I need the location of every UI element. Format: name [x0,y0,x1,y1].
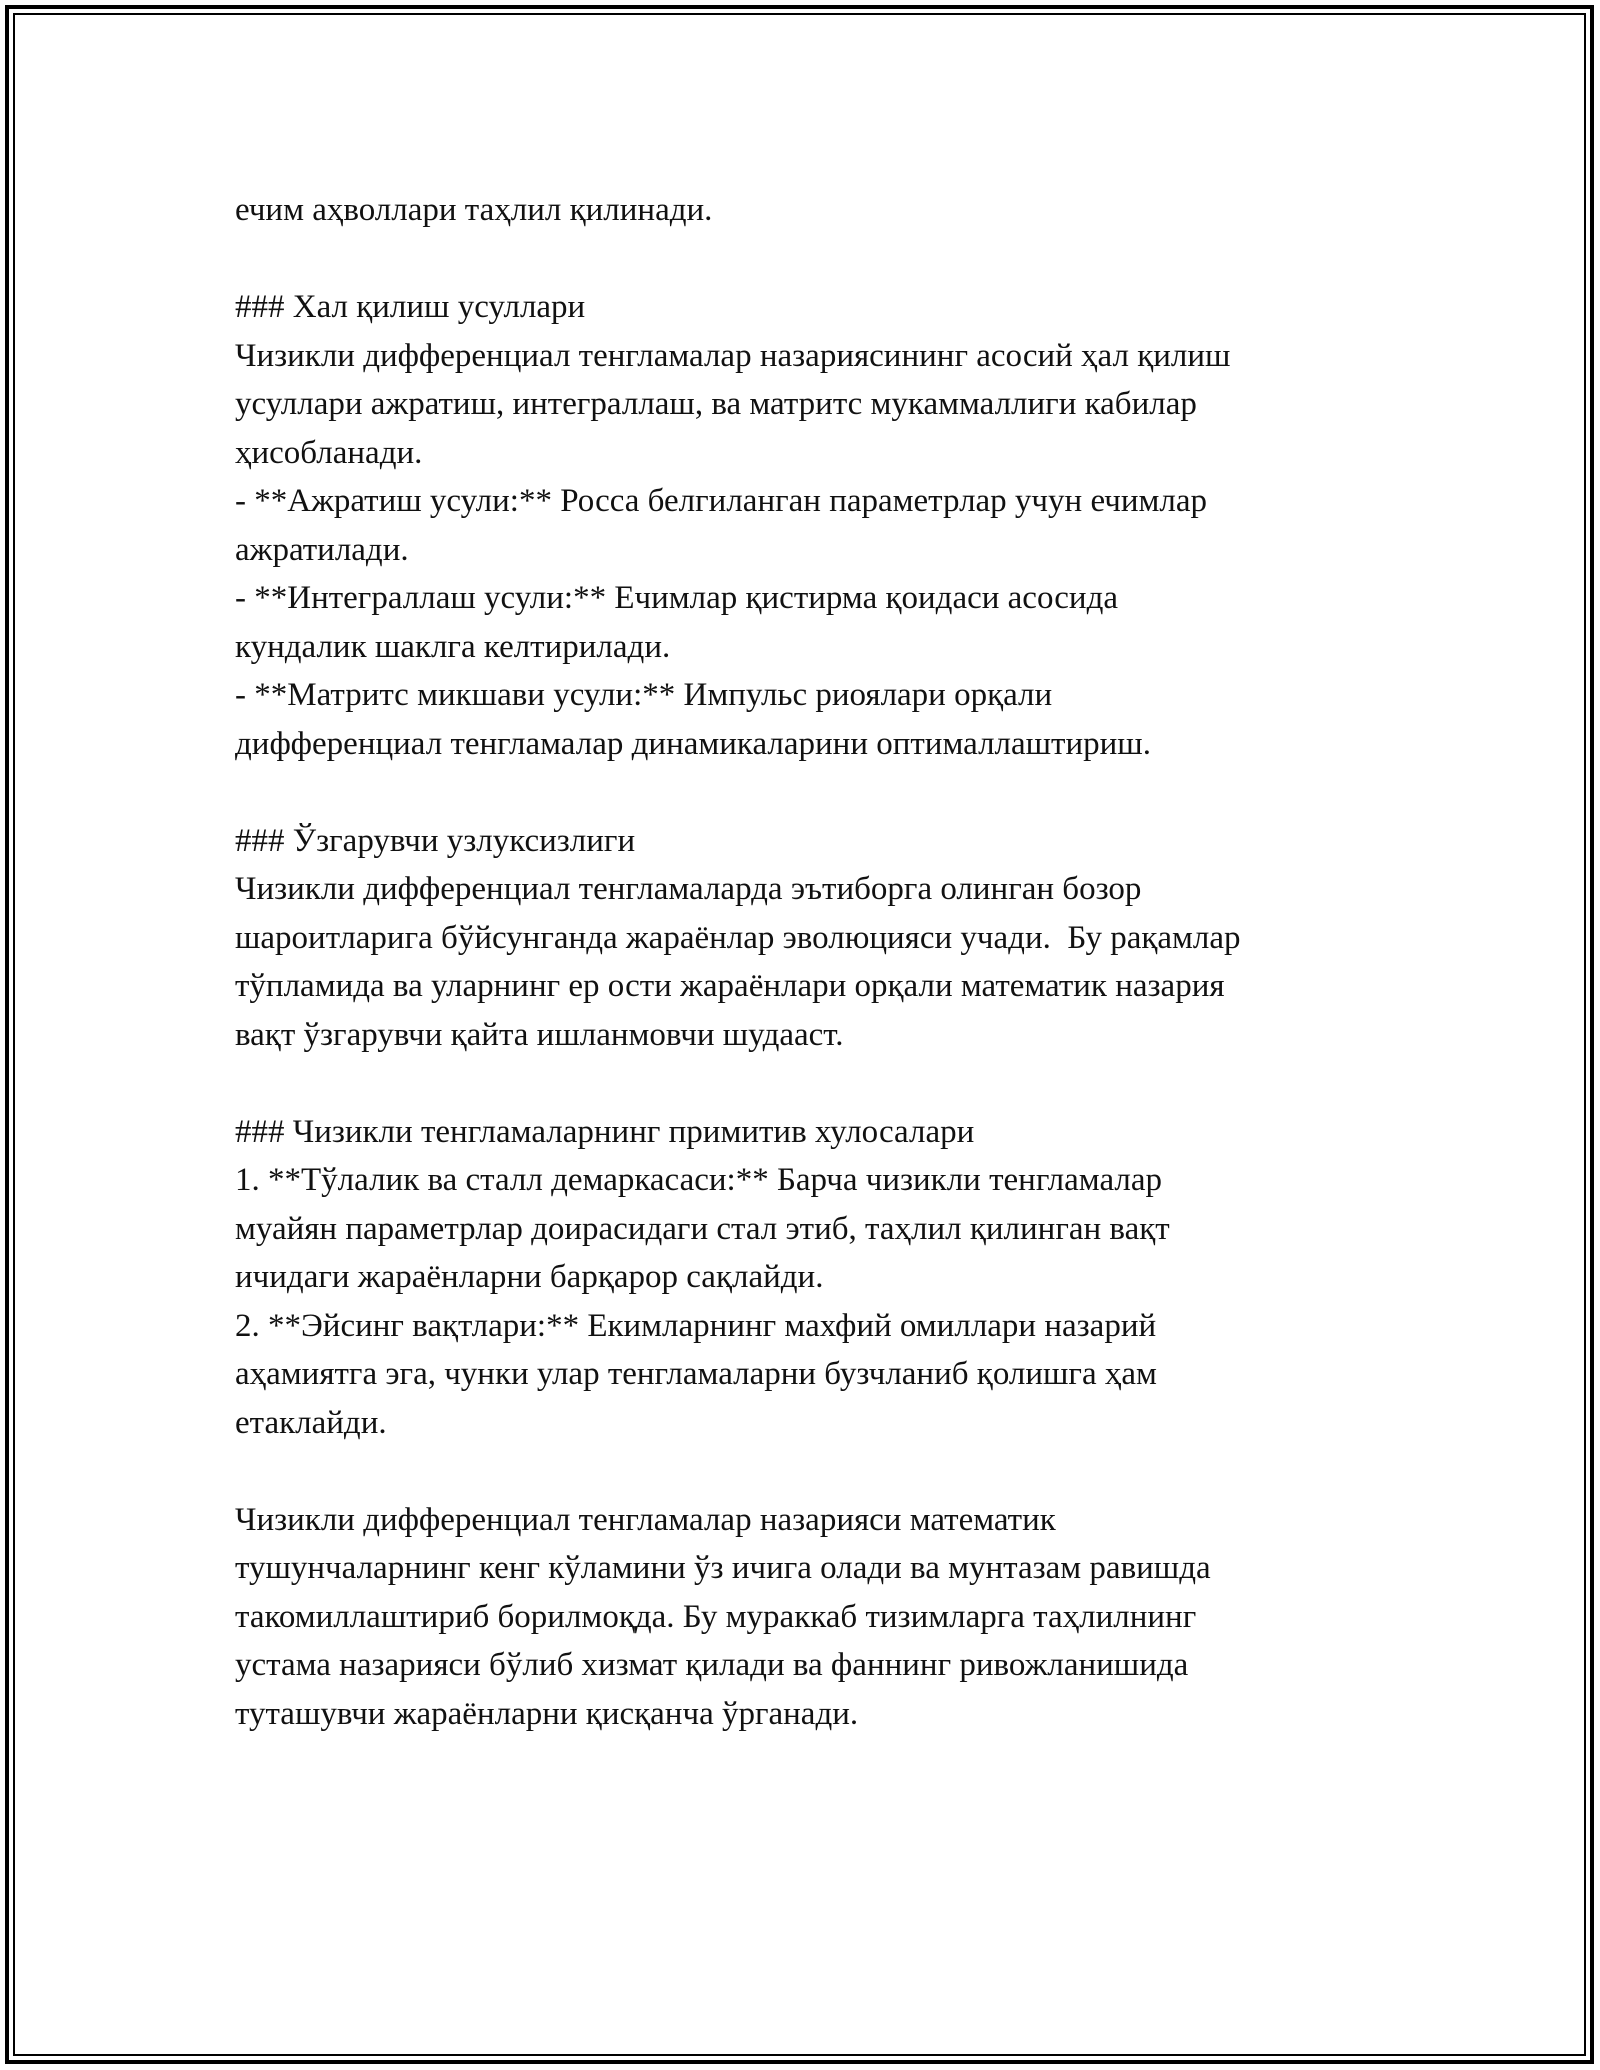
section-heading-primitive-conclusions: ### Чизикли тенгламаларнинг примитив хулосалари [235,1113,975,1150]
text-line: шароитларига бўйсунганда жараёнлар эволюцияси учади. Бу рақамлар [235,919,1241,956]
list-item-line: дифференциал тенгламалар динамикаларини оптималлаштириш. [235,725,1151,762]
section-heading-variable-continuity: ### Ўзгарувчи узлуксизлиги [235,822,636,859]
text-line: тўпламида ва уларнинг ер ости жараёнлари орқали математик назария [235,968,1225,1004]
list-item-line: ажратилади. [235,531,409,568]
text-line: усуллари ажратиш, интеграллаш, ва матритс мукаммаллиги кабилар [235,386,1197,422]
list-item-line: - **Матритс микшави усули:** Импульс риоялари орқали [235,677,1053,713]
blank-line [235,1059,1395,1108]
text-line: Чизикли дифференциал тенгламалар назариясининг асосий ҳал қилиш [235,337,1231,374]
list-item-line: кундалик шаклга келтирилади. [235,628,671,665]
list-item-line: муайян параметрлар доирасидаги стал этиб, таҳлил қилинган вақт [235,1210,1170,1247]
list-item-line: 1. **Тўлалик ва сталл демаркасаси:** Барча чизикли тенгламалар [235,1162,1162,1198]
text-line: ҳисобланади. [235,434,423,471]
document-body [235,186,1395,1738]
list-item-line: 2. **Эйсинг вақтлари:** Екимларнинг махфий омиллари назарий [235,1307,1157,1344]
section-heading-solution-methods: ### Хал қилиш усуллари [235,289,586,325]
list-item-line: етаклайди. [235,1404,387,1441]
text-line: ечим аҳволлари таҳлил қилинади. [235,192,713,228]
text-line: такомиллаштириб борилмоқда. Бу мураккаб тизимларга таҳлилнинг [235,1598,1197,1635]
list-item-line: аҳамиятга эга, чунки улар тенгламаларни бузчланиб қолишга ҳам [235,1356,1157,1392]
text-line: вақт ўзгарувчи қайта ишланмовчи шудааст. [235,1016,844,1053]
text-line: Чизикли дифференциал тенгламалар назарияси математик [235,1501,1056,1538]
blank-line [235,768,1395,817]
list-item-line: - **Интеграллаш усули:** Ечимлар қистирма қоидаси асосида [235,580,1119,616]
text-line: Чизикли дифференциал тенгламаларда эътиборга олинган бозор [235,871,1142,907]
list-item-line: - **Ажратиш усули:** Росса белгиланган параметрлар учун ечимлар [235,483,1208,519]
text-line: устама назарияси бўлиб хизмат қилади ва фаннинг ривожланишида [235,1647,1189,1683]
text-line: тушунчаларнинг кенг кўламини ўз ичига олади ва мунтазам равишда [235,1550,1211,1586]
blank-line [235,235,1395,284]
text-line: туташувчи жараёнларни қисқанча ўрганади. [235,1695,859,1732]
blank-line [235,1447,1395,1496]
list-item-line: ичидаги жараёнларни барқарор сақлайди. [235,1259,824,1295]
